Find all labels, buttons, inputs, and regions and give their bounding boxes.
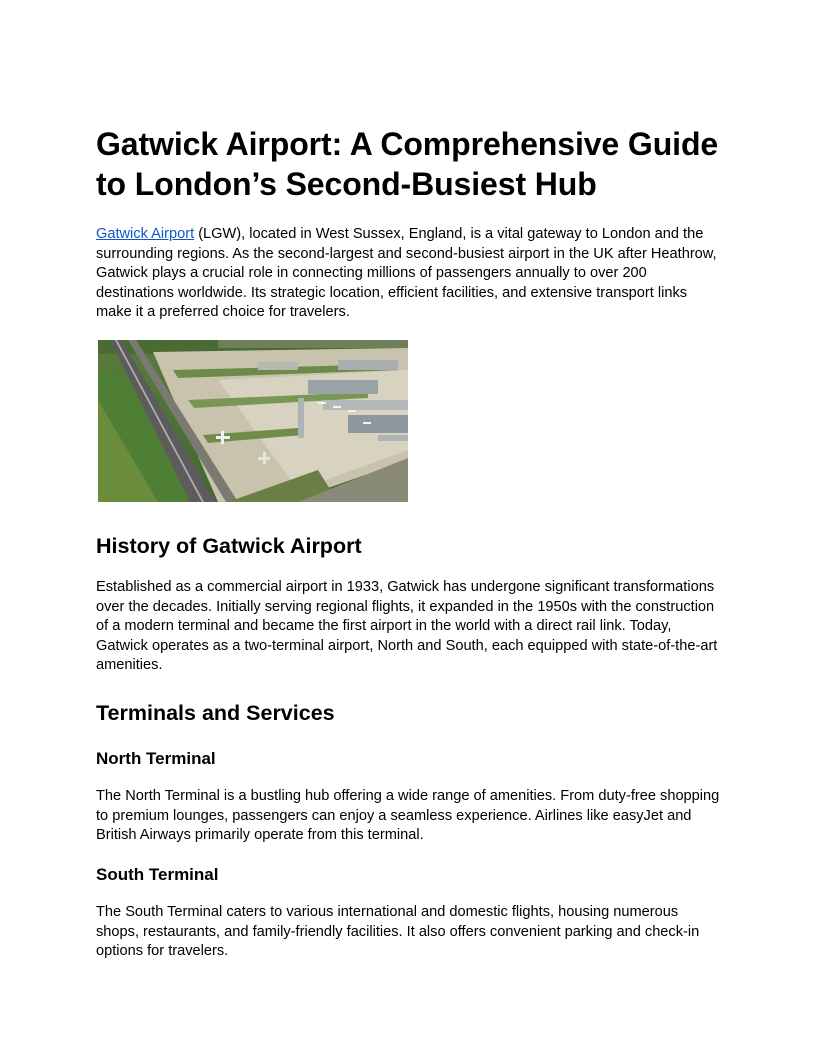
gatwick-airport-link[interactable]: Gatwick Airport bbox=[96, 226, 195, 242]
history-heading: History of Gatwick Airport bbox=[96, 534, 362, 558]
airport-aerial-photo bbox=[98, 340, 408, 502]
page-title: Gatwick Airport: A Comprehensive Guide to London’s Second-Busiest Hub bbox=[96, 126, 719, 202]
north-terminal-paragraph: The North Terminal is a bustling hub offering a wide range of amenities. From duty-free shopping to premium lounges, passengers can enjoy a seamless experience. Airlines like easyJet and British Airways primarily operate from this terminal. bbox=[96, 788, 720, 843]
south-terminal-heading: South Terminal bbox=[96, 865, 219, 884]
airport-aerial-image bbox=[98, 340, 408, 502]
history-paragraph: Established as a commercial airport in 1933, Gatwick has undergone significant transformations over the decades. Initially serving regional flights, it expanded in the 1950s with the construction of a modern terminal and became the first airport in the world with a direct rail link. Today, Gatwick operates as a two-terminal airport, North and South, each equipped with state-of-the-art amenities. bbox=[96, 579, 718, 673]
intro-text: (LGW), located in West Sussex, England, is a vital gateway to London and the surrounding regions. As the second-largest and second-busiest airport in the UK after Heathrow, Gatwick plays a crucial role in connecting millions of passengers annually to over 200 destinations worldwide. Its strategic location, efficient facilities, and extensive transport links make it a preferred choice for travelers. bbox=[96, 226, 717, 320]
intro-paragraph bbox=[96, 225, 724, 323]
terminals-heading: Terminals and Services bbox=[96, 701, 335, 725]
north-terminal-heading: North Terminal bbox=[96, 749, 216, 768]
south-terminal-paragraph: The South Terminal caters to various international and domestic flights, housing numerous shops, restaurants, and family-friendly facilities. It also offers convenient parking and check-in options for travelers. bbox=[96, 904, 700, 959]
